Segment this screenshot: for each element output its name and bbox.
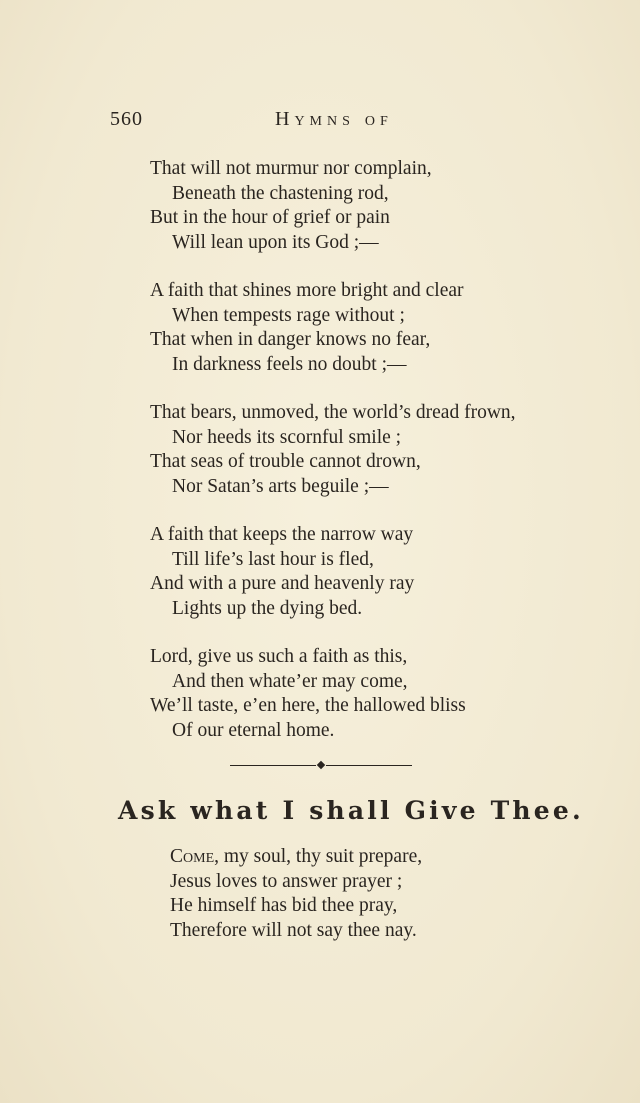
verse-line: And with a pure and heavenly ray — [150, 573, 415, 594]
stanza — [150, 401, 590, 499]
stanza — [150, 645, 590, 743]
verse-line: Lights up the dying bed. — [172, 597, 363, 619]
verse-line: A faith that shines more bright and clear — [150, 280, 464, 301]
hymn-continuation — [150, 157, 590, 767]
stanza — [150, 279, 590, 377]
verse-line: That bears, unmoved, the world’s dread frown, — [150, 402, 516, 423]
verse-line: That when in danger knows no fear, — [150, 329, 431, 350]
verse-line: A faith that keeps the narrow way — [150, 524, 414, 545]
verse-line: In darkness feels no doubt ;— — [172, 353, 407, 375]
divider-rule-left — [230, 765, 316, 766]
running-head: Hymns of — [275, 108, 393, 130]
hymn-body — [170, 845, 610, 967]
verse-line: Of our eternal home. — [172, 719, 335, 741]
verse-line: He himself has bid thee pray, — [170, 895, 398, 916]
verse-line-rest: my soul, thy suit prepare, — [223, 846, 423, 867]
divider-rule-right — [326, 765, 412, 766]
page-number: 560 — [110, 108, 143, 130]
verse-line: Beneath the chastening rod, — [172, 182, 389, 204]
verse-line: Nor heeds its scornful smile ; — [172, 426, 402, 448]
verse-line: But in the hour of grief or pain — [150, 207, 390, 228]
verse-line-first — [170, 845, 610, 870]
verse-line: Therefore will not say thee nay. — [170, 919, 417, 941]
verse-line: We’ll taste, e’en here, the hallowed bliss — [150, 695, 466, 716]
section-divider — [230, 765, 412, 767]
verse-line: Will lean upon its God ;— — [172, 231, 379, 253]
stanza — [150, 157, 590, 255]
stanza — [150, 523, 590, 621]
verse-line: That seas of trouble cannot drown, — [150, 451, 421, 472]
verse-line: Lord, give us such a faith as this, — [150, 646, 408, 667]
hymn-title: Ask what I shall Give Thee. — [118, 796, 584, 825]
verse-line: And then whate’er may come, — [172, 670, 408, 692]
stanza — [170, 845, 610, 943]
verse-line: Nor Satan’s arts beguile ;— — [172, 475, 389, 497]
verse-line: When tempests rage without ; — [172, 304, 405, 326]
verse-line: That will not murmur nor complain, — [150, 158, 432, 179]
first-word: Come, — [170, 846, 219, 867]
verse-line: Jesus loves to answer prayer ; — [170, 870, 403, 892]
page-header — [110, 108, 530, 132]
verse-line: Till life’s last hour is fled, — [172, 548, 374, 570]
